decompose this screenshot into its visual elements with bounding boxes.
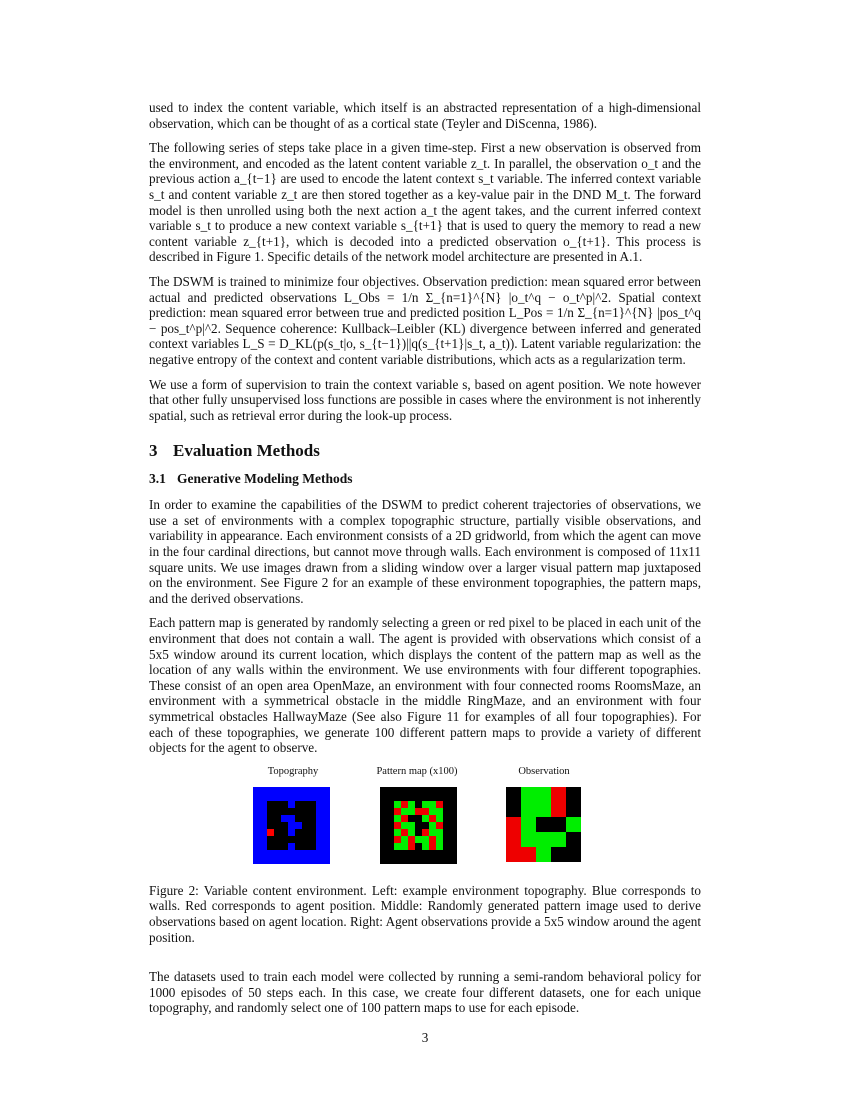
grid-cell	[380, 857, 387, 864]
grid-cell	[394, 801, 401, 808]
grid-cell	[288, 808, 295, 815]
section-title: Evaluation Methods	[173, 441, 320, 461]
grid-cell	[316, 808, 323, 815]
grid-cell	[316, 794, 323, 801]
grid-cell	[408, 815, 415, 822]
grid-cell	[295, 794, 302, 801]
grid-cell	[295, 815, 302, 822]
subsection-title: Generative Modeling Methods	[177, 471, 353, 487]
grid-cell	[450, 843, 457, 850]
figure-panel-pattern	[372, 765, 462, 864]
grid-cell	[281, 822, 288, 829]
grid-cell	[415, 815, 422, 822]
grid-cell	[450, 801, 457, 808]
grid-cell	[443, 850, 450, 857]
grid-cell	[429, 801, 436, 808]
grid-cell	[394, 836, 401, 843]
grid-cell	[316, 822, 323, 829]
grid-cell	[323, 794, 330, 801]
subsection-heading	[149, 471, 701, 487]
grid-cell	[267, 787, 274, 794]
grid-cell	[443, 857, 450, 864]
topography-grid	[253, 787, 330, 864]
grid-cell	[551, 802, 566, 817]
figure-panel-label: Observation	[518, 765, 570, 777]
grid-cell	[422, 808, 429, 815]
grid-cell	[309, 857, 316, 864]
grid-cell	[281, 857, 288, 864]
grid-cell	[394, 829, 401, 836]
grid-cell	[566, 847, 581, 862]
grid-cell	[401, 787, 408, 794]
grid-cell	[443, 794, 450, 801]
grid-cell	[536, 847, 551, 862]
grid-cell	[401, 815, 408, 822]
figure-caption: Figure 2: Variable content environment. Left: example environment topography. Blue corresponds to walls. Red corresponds to agent position. Middle: Randomly generated pattern image used to derive observations based on agent location. Right: Agent observations provide a 5x5 window around the agent position.	[149, 882, 701, 945]
grid-cell	[415, 822, 422, 829]
grid-cell	[309, 843, 316, 850]
grid-cell	[443, 787, 450, 794]
grid-cell	[309, 815, 316, 822]
grid-cell	[380, 815, 387, 822]
grid-cell	[323, 815, 330, 822]
grid-cell	[380, 787, 387, 794]
grid-cell	[260, 787, 267, 794]
figure-panel-topography	[253, 765, 333, 864]
grid-cell	[387, 787, 394, 794]
grid-cell	[536, 802, 551, 817]
grid-cell	[323, 843, 330, 850]
grid-cell	[387, 857, 394, 864]
grid-cell	[288, 801, 295, 808]
grid-cell	[288, 857, 295, 864]
grid-cell	[274, 857, 281, 864]
grid-cell	[295, 857, 302, 864]
grid-cell	[387, 836, 394, 843]
grid-cell	[295, 787, 302, 794]
grid-cell	[450, 829, 457, 836]
grid-cell	[281, 808, 288, 815]
grid-cell	[429, 822, 436, 829]
grid-cell	[281, 787, 288, 794]
grid-cell	[253, 815, 260, 822]
grid-cell	[566, 832, 581, 847]
grid-cell	[295, 843, 302, 850]
grid-cell	[253, 836, 260, 843]
grid-cell	[408, 843, 415, 850]
grid-cell	[253, 857, 260, 864]
grid-cell	[288, 787, 295, 794]
grid-cell	[274, 836, 281, 843]
figure-panel-label: Topography	[267, 765, 319, 777]
grid-cell	[408, 808, 415, 815]
grid-cell	[260, 815, 267, 822]
grid-cell	[415, 843, 422, 850]
grid-cell	[267, 808, 274, 815]
grid-cell	[267, 850, 274, 857]
grid-cell	[521, 802, 536, 817]
grid-cell	[443, 836, 450, 843]
grid-cell	[316, 836, 323, 843]
grid-cell	[323, 787, 330, 794]
figure-panel-label: Pattern map (x100)	[376, 765, 458, 777]
paragraph-pattern-maps: Each pattern map is generated by randomly selecting a green or red pixel to be placed in each unit of the environment that does not contain a wall. The agent is provided with observations which consist of a 5x5 window around its current location, which displays the content of the pattern map as well as the location of any walls within the environment. We use environments with four different topographies. These consist of an open area OpenMaze, an environment with four connected rooms RoomsMaze, an environment with a symmetrical obstacle in the middle RingMaze, and an environment with four symmetrical obstacles HallwayMaze (See also Figure 11 for examples of all four topographies). For each of these topographies, we generate 100 different pattern maps to provide a variety of different objects for the agent to observe.	[149, 615, 701, 756]
grid-cell	[429, 843, 436, 850]
grid-cell	[436, 815, 443, 822]
grid-cell	[401, 829, 408, 836]
grid-cell	[394, 822, 401, 829]
grid-cell	[281, 829, 288, 836]
grid-cell	[253, 822, 260, 829]
grid-cell	[302, 822, 309, 829]
grid-cell	[415, 808, 422, 815]
grid-cell	[295, 801, 302, 808]
grid-cell	[422, 857, 429, 864]
grid-cell	[316, 801, 323, 808]
grid-cell	[429, 836, 436, 843]
grid-cell	[408, 829, 415, 836]
grid-cell	[288, 822, 295, 829]
paragraph-supervision: We use a form of supervision to train the context variable s, based on agent position. We note however that other fully unsupervised loss functions are possible in cases where the environment is not inherently spatial, such as retrieval error during the look-up process.	[149, 376, 701, 423]
grid-cell	[443, 808, 450, 815]
grid-cell	[253, 829, 260, 836]
grid-cell	[281, 836, 288, 843]
grid-cell	[408, 857, 415, 864]
grid-cell	[302, 857, 309, 864]
grid-cell	[536, 817, 551, 832]
grid-cell	[551, 832, 566, 847]
grid-cell	[309, 801, 316, 808]
grid-cell	[415, 829, 422, 836]
grid-cell	[536, 787, 551, 802]
grid-cell	[387, 815, 394, 822]
grid-cell	[415, 787, 422, 794]
grid-cell	[267, 815, 274, 822]
grid-cell	[521, 832, 536, 847]
grid-cell	[408, 801, 415, 808]
grid-cell	[506, 787, 521, 802]
grid-cell	[253, 808, 260, 815]
grid-cell	[302, 801, 309, 808]
grid-cell	[387, 850, 394, 857]
grid-cell	[267, 829, 274, 836]
grid-cell	[323, 850, 330, 857]
grid-cell	[274, 794, 281, 801]
grid-cell	[394, 857, 401, 864]
observation-grid	[506, 787, 581, 862]
grid-cell	[408, 787, 415, 794]
grid-cell	[521, 817, 536, 832]
grid-cell	[450, 850, 457, 857]
grid-cell	[253, 787, 260, 794]
grid-cell	[450, 808, 457, 815]
grid-cell	[380, 794, 387, 801]
grid-cell	[415, 794, 422, 801]
grid-cell	[323, 808, 330, 815]
grid-cell	[401, 794, 408, 801]
grid-cell	[506, 817, 521, 832]
grid-cell	[316, 815, 323, 822]
grid-cell	[316, 829, 323, 836]
grid-cell	[394, 808, 401, 815]
paper-page	[149, 100, 701, 1025]
grid-cell	[422, 815, 429, 822]
grid-cell	[260, 794, 267, 801]
grid-cell	[387, 794, 394, 801]
grid-cell	[551, 817, 566, 832]
grid-cell	[309, 836, 316, 843]
grid-cell	[253, 801, 260, 808]
grid-cell	[394, 794, 401, 801]
grid-cell	[415, 836, 422, 843]
grid-cell	[422, 801, 429, 808]
grid-cell	[295, 850, 302, 857]
grid-cell	[267, 794, 274, 801]
grid-cell	[288, 829, 295, 836]
grid-cell	[295, 836, 302, 843]
grid-cell	[450, 822, 457, 829]
grid-cell	[274, 801, 281, 808]
grid-cell	[443, 815, 450, 822]
grid-cell	[429, 829, 436, 836]
grid-cell	[323, 829, 330, 836]
section-number: 3	[149, 441, 158, 461]
grid-cell	[401, 843, 408, 850]
grid-cell	[274, 829, 281, 836]
grid-cell	[288, 815, 295, 822]
grid-cell	[387, 843, 394, 850]
grid-cell	[566, 817, 581, 832]
grid-cell	[401, 836, 408, 843]
grid-cell	[260, 857, 267, 864]
grid-cell	[450, 787, 457, 794]
figure-panel-observation	[504, 765, 584, 862]
grid-cell	[323, 801, 330, 808]
grid-cell	[309, 829, 316, 836]
grid-cell	[309, 822, 316, 829]
grid-cell	[422, 829, 429, 836]
grid-cell	[274, 850, 281, 857]
grid-cell	[288, 843, 295, 850]
grid-cell	[267, 857, 274, 864]
grid-cell	[380, 829, 387, 836]
grid-cell	[281, 815, 288, 822]
grid-cell	[316, 787, 323, 794]
grid-cell	[260, 843, 267, 850]
grid-cell	[281, 850, 288, 857]
grid-cell	[288, 836, 295, 843]
grid-cell	[408, 794, 415, 801]
grid-cell	[260, 801, 267, 808]
grid-cell	[260, 808, 267, 815]
figure-2	[149, 765, 701, 875]
grid-cell	[443, 801, 450, 808]
paragraph-objectives: The DSWM is trained to minimize four objectives. Observation prediction: mean squared error between actual and predicted observations L_Obs = 1/n Σ_{n=1}^{N} |o_t^q − o_t^p|^2. Spatial context prediction: mean squared error between true and predicted position L_Pos = 1/n Σ_{n=1}^{N} |pos_t^q − pos_t^p|^2. Sequence coherence: Kullback–Leibler (KL) divergence between inferred and generated context variables L_S = D_KL(p(s_t|o, s_{t−1})||q(s_{t+1}|s_t, a_t)). Latent variable regularization: the negative entropy of the context and content variable distributions, which acts as a regularization term.	[149, 273, 701, 367]
grid-cell	[274, 822, 281, 829]
grid-cell	[443, 829, 450, 836]
grid-cell	[436, 836, 443, 843]
paragraph-intro: used to index the content variable, which itself is an abstracted representation of a high-dimensional observation, which can be thought of as a cortical state (Teyler and DiScenna, 1986).	[149, 100, 701, 131]
grid-cell	[295, 808, 302, 815]
grid-cell	[267, 822, 274, 829]
grid-cell	[302, 808, 309, 815]
grid-cell	[394, 787, 401, 794]
grid-cell	[380, 850, 387, 857]
grid-cell	[401, 801, 408, 808]
subsection-number: 3.1	[149, 471, 166, 487]
grid-cell	[415, 801, 422, 808]
grid-cell	[295, 822, 302, 829]
grid-cell	[408, 836, 415, 843]
grid-cell	[436, 843, 443, 850]
grid-cell	[274, 787, 281, 794]
grid-cell	[506, 832, 521, 847]
grid-cell	[401, 857, 408, 864]
grid-cell	[422, 836, 429, 843]
grid-cell	[429, 815, 436, 822]
grid-cell	[436, 794, 443, 801]
grid-cell	[274, 843, 281, 850]
grid-cell	[316, 843, 323, 850]
grid-cell	[267, 836, 274, 843]
grid-cell	[422, 794, 429, 801]
grid-cell	[506, 802, 521, 817]
grid-cell	[295, 829, 302, 836]
grid-cell	[436, 857, 443, 864]
grid-cell	[267, 843, 274, 850]
grid-cell	[408, 850, 415, 857]
grid-cell	[302, 843, 309, 850]
grid-cell	[323, 857, 330, 864]
grid-cell	[415, 850, 422, 857]
grid-cell	[267, 801, 274, 808]
page-number: 3	[421, 1030, 429, 1045]
grid-cell	[566, 802, 581, 817]
grid-cell	[429, 808, 436, 815]
grid-cell	[380, 836, 387, 843]
grid-cell	[436, 808, 443, 815]
grid-cell	[450, 815, 457, 822]
grid-cell	[450, 836, 457, 843]
grid-cell	[380, 808, 387, 815]
grid-cell	[260, 829, 267, 836]
grid-cell	[253, 850, 260, 857]
grid-cell	[302, 815, 309, 822]
grid-cell	[422, 787, 429, 794]
grid-cell	[536, 832, 551, 847]
grid-cell	[429, 850, 436, 857]
section-heading	[149, 441, 701, 461]
grid-cell	[387, 822, 394, 829]
grid-cell	[274, 808, 281, 815]
grid-cell	[380, 822, 387, 829]
grid-cell	[436, 829, 443, 836]
grid-cell	[380, 801, 387, 808]
grid-cell	[429, 787, 436, 794]
grid-cell	[422, 850, 429, 857]
grid-cell	[436, 787, 443, 794]
grid-cell	[551, 847, 566, 862]
grid-cell	[443, 843, 450, 850]
grid-cell	[566, 787, 581, 802]
grid-cell	[309, 850, 316, 857]
grid-cell	[429, 857, 436, 864]
grid-cell	[309, 794, 316, 801]
grid-cell	[309, 808, 316, 815]
grid-cell	[281, 843, 288, 850]
grid-cell	[316, 850, 323, 857]
grid-cell	[323, 836, 330, 843]
grid-cell	[394, 843, 401, 850]
grid-cell	[401, 808, 408, 815]
grid-cell	[302, 787, 309, 794]
grid-cell	[429, 794, 436, 801]
grid-cell	[288, 850, 295, 857]
grid-cell	[401, 850, 408, 857]
grid-cell	[316, 857, 323, 864]
grid-cell	[274, 815, 281, 822]
grid-cell	[302, 829, 309, 836]
grid-cell	[309, 787, 316, 794]
grid-cell	[387, 829, 394, 836]
grid-cell	[253, 843, 260, 850]
paragraph-environments: In order to examine the capabilities of the DSWM to predict coherent trajectories of observations, we use a set of environments with a complex topographic structure, partially visible observations, and variability in appearance. Each environment consists of a 2D gridworld, from which the agent can move in the four cardinal directions, but cannot move through walls. Each environment is composed of 11x11 square units. We use images drawn from a sliding window over a larger visual pattern map juxtaposed on the environment. See Figure 2 for an example of these environment topographies, the pattern maps, and the derived observations.	[149, 497, 701, 606]
paragraph-steps: The following series of steps take place in a given time-step. First a new observation is observed from the environment, and encoded as the latent content variable z_t. In parallel, the observation o_t and the previous action a_{t−1} are used to encode the latent context s_t variable. The inferred context variable s_t and content variable z_t are then stored together as a key-value pair in the DND M_t. The forward model is then unrolled using both the next action a_t the agent takes, and the current inferred context variable s_t to produce a new context variable s_{t+1} that is used to query the memory to read a new content variable z_{t+1}, which is decoded into a predicted observation o_{t+1}. This process is described in Figure 1. Specific details of the network model architecture are presented in A.1.	[149, 140, 701, 265]
grid-cell	[436, 822, 443, 829]
grid-cell	[521, 847, 536, 862]
grid-cell	[302, 794, 309, 801]
grid-cell	[380, 843, 387, 850]
grid-cell	[394, 850, 401, 857]
grid-cell	[450, 794, 457, 801]
grid-cell	[551, 787, 566, 802]
grid-cell	[422, 822, 429, 829]
grid-cell	[422, 843, 429, 850]
grid-cell	[260, 836, 267, 843]
grid-cell	[387, 801, 394, 808]
grid-cell	[436, 801, 443, 808]
paragraph-datasets: The datasets used to train each model were collected by running a semi-random behavioral policy for 1000 episodes of 50 steps each. In this case, we create four different datasets, one for each unique topography, and randomly select one of 100 pattern maps to use for each episode.	[149, 969, 701, 1016]
grid-cell	[506, 847, 521, 862]
grid-cell	[443, 822, 450, 829]
grid-cell	[253, 794, 260, 801]
grid-cell	[260, 850, 267, 857]
pattern-map-grid	[380, 787, 457, 864]
grid-cell	[302, 850, 309, 857]
grid-cell	[302, 836, 309, 843]
grid-cell	[450, 857, 457, 864]
grid-cell	[323, 822, 330, 829]
grid-cell	[394, 815, 401, 822]
grid-cell	[288, 794, 295, 801]
grid-cell	[415, 857, 422, 864]
grid-cell	[408, 822, 415, 829]
grid-cell	[281, 801, 288, 808]
grid-cell	[260, 822, 267, 829]
grid-cell	[521, 787, 536, 802]
grid-cell	[401, 822, 408, 829]
grid-cell	[281, 794, 288, 801]
grid-cell	[436, 850, 443, 857]
grid-cell	[387, 808, 394, 815]
